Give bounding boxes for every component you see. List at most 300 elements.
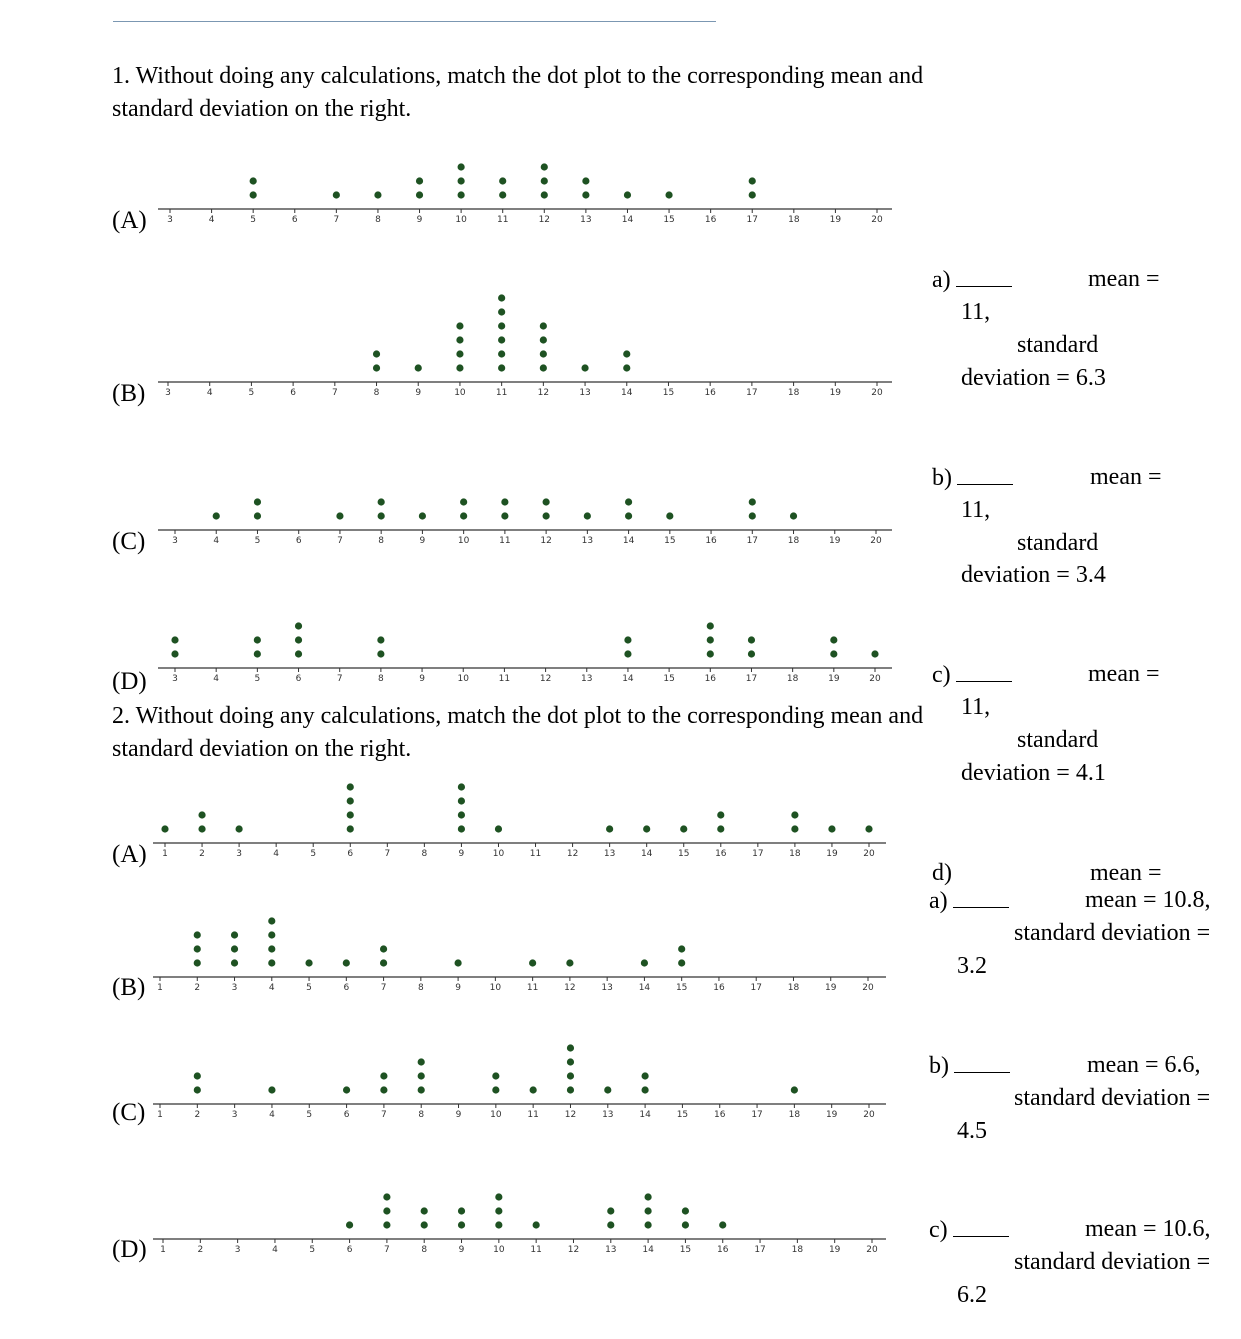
q1-plot-b-dot [498,364,505,371]
q2-plot-b-tick-label: 1 [157,983,163,993]
q2-plot-b-tick-label: 5 [306,983,312,993]
q1-plot-c-tick-label: 9 [419,536,426,546]
q2-plot-b-tick-label: 3 [231,983,238,993]
q2-plot-c-dot [194,1086,201,1093]
q2-plot-b-dot [194,931,201,938]
q2-plot-c-dot [604,1086,611,1093]
q2-plot-d-dot [383,1221,390,1228]
q2-plot-d-tick-label: 9 [458,1245,465,1255]
q2-plot-a-tick-label: 14 [640,849,653,859]
q2-plot-d-tick-label: 13 [605,1245,617,1255]
q2-plot-d-dot [458,1221,465,1228]
q2-plot-b-tick-label: 18 [787,983,800,993]
q1-plot-c-tick-label: 11 [499,536,511,546]
q2-plot-a-dot [717,811,724,818]
q1-plot-d-tick-label: 13 [581,674,593,684]
q2-plot-c-tick-label: 18 [788,1110,801,1120]
q2-plot-b-dot [678,959,685,966]
q1-plot-d-dot [707,622,714,629]
q2-answer-a-sd-value: 3.2 [957,953,987,979]
q2-plot-a-dot [458,811,465,818]
q2-plot-b-dot [268,959,275,966]
q2-plot-b-tick-label: 19 [825,983,837,993]
q2-plot-b-dot [641,959,648,966]
q2-plot-c-dot [642,1086,649,1093]
q1-answer-b-mean: mean = [1090,464,1162,490]
q2-plot-b-dot [194,945,201,952]
q2-answer-c-letter: c) [929,1217,948,1243]
q2-plot-c-dot [530,1086,537,1093]
q2-plot-d-tick-label: 15 [679,1245,692,1255]
q1-answer-c-blank[interactable] [956,661,1012,682]
q2-plot-b-dot [455,959,462,966]
q1-plot-c-tick-label: 4 [213,536,220,546]
q1-answer-b-sd-word: standard [1017,530,1099,556]
q1-answer-c-sd-word: standard [1017,727,1099,753]
q1-plot-a-tick-label: 14 [621,215,634,225]
q2-plot-c-dot [418,1058,425,1065]
q1-plot-c-dot [419,512,426,519]
q2-plot-a-tick-label: 17 [752,849,764,859]
q1-plot-b-tick-label: 7 [331,388,338,398]
q1-line1: 1. Without doing any calculations, match the dot plot to the corresponding mean and [112,63,924,89]
q1-plot-c-dot [254,512,261,519]
q2-plot-d-dot [458,1207,465,1214]
q1-plot-b-tick-label: 9 [415,388,422,398]
q1-plot-c-dot [378,498,385,505]
q1-plot-b-tick-label: 6 [290,388,296,398]
q1-plot-d-dot [624,636,631,643]
q2-plot-a-dot [828,825,835,832]
q1-plot-a-dot [541,177,548,184]
q1-plot-d-tick-label: 14 [622,674,634,684]
q2-plot-c-tick-label: 16 [714,1110,726,1120]
q1-plot-b-dot [498,336,505,343]
q2-plot-d-dot [346,1221,353,1228]
q2-plot-b-dot [380,959,387,966]
q2-plot-a-dot [198,811,205,818]
q2-plot-c-dot [194,1072,201,1079]
q2-plot-b-dot [678,945,685,952]
q2-plot-b-tick-label: 7 [380,983,387,993]
q2-plot-c-tick-label: 14 [639,1110,651,1120]
q2-plot-a-tick-label: 5 [310,849,317,859]
q2-plot-d-dot [645,1221,652,1228]
q2-plot-a-dot [606,825,613,832]
q1-plot-b-tick-label: 3 [165,388,171,398]
q2-plot-a-dot [680,825,687,832]
q2-plot-b-dot [194,959,201,966]
q1-plot-a-tick-label: 13 [580,215,592,225]
q1-plot-c-dot [501,498,508,505]
q2-answer-b-sd-value: 4.5 [957,1118,987,1144]
q2-plot-c-dot [492,1086,499,1093]
q2-plot-c-dot [418,1072,425,1079]
q1-plot-a-tick-label: 12 [538,215,551,225]
q2-plot-a-dot [347,825,354,832]
q1-plot-c-dot [625,512,632,519]
q1-plot-d-dot [254,650,261,657]
q1-plot-a-dot [749,191,756,198]
q1-answer-d-letter: d) [932,860,952,886]
q1-plot-a-dot [499,177,506,184]
q1-plot-b-dot [498,294,505,301]
q1-plot-c-tick-label: 8 [378,536,385,546]
q2-plot-d-tick-label: 19 [828,1245,841,1255]
q2-plot-a-tick-label: 4 [273,849,280,859]
q1-plot-b-dot [498,308,505,315]
q1-plot-c-tick-label: 10 [457,536,470,546]
q2-plot-a-tick-label: 15 [678,849,690,859]
q2-plot-a-tick-label: 20 [863,849,875,859]
q1-plot-b-tick-label: 19 [829,388,842,398]
q1-plot-d-tick-label: 20 [869,674,881,684]
q1-plot-b-dot [373,364,380,371]
q1-answer-b-mean-value: 11, [961,497,991,523]
q2-answer-a-letter: a) [929,888,948,914]
q2-plot-a-dot [458,797,465,804]
q2-plot-a-dot [865,825,872,832]
q1-plot-d-tick-label: 4 [213,674,220,684]
q1-plot-b-tick-label: 17 [746,388,758,398]
q2-plot-a-tick-label: 9 [458,849,465,859]
q1-plot-d-dot [295,622,302,629]
q2-plot-a-dot [643,825,650,832]
q2-line1: 2. Without doing any calculations, match the dot plot to the corresponding mean and [112,703,924,729]
q2-plot-d-tick-label: 5 [309,1245,316,1255]
q2-plot-d-dot [533,1221,540,1228]
q1-plot-d-label: (D) [112,668,147,695]
q2-plot-d-tick-label: 14 [642,1245,654,1255]
q1-plot-d-dot [171,636,178,643]
q2-plot-d-tick-label: 10 [493,1245,505,1255]
q1-line2: standard deviation on the right. [112,96,412,122]
q2-plot-a-tick-label: 8 [421,849,428,859]
q2-plot-d-tick-label: 4 [272,1245,278,1255]
q1-plot-c-tick-label: 13 [581,536,594,546]
q1-plot-a-dot [749,177,756,184]
q1-plot-a-dot [458,191,465,198]
q2-plot-d-tick-label: 20 [866,1245,878,1255]
q2-plot-a-tick-label: 3 [236,849,242,859]
q1-plot-c-dot [666,512,673,519]
q1-plot-c-dot [749,498,756,505]
q2-plot-c-tick-label: 4 [269,1110,275,1120]
q1-answer-b [932,464,1013,492]
q1-plot-a-tick-label: 17 [746,215,758,225]
q1-plot-a-tick-label: 5 [250,215,257,225]
q2-plot-a-tick-label: 1 [162,849,168,859]
q1-plot-b-tick-label: 16 [704,388,716,398]
q1-plot-b-dot [540,364,547,371]
q1-plot-d-dot [748,636,755,643]
q2-answer-a-sd: standard deviation = [1014,920,1211,946]
q1-plot-a-tick-label: 7 [333,215,340,225]
q1-plot-b-label: (B) [112,380,146,407]
q1-plot-b-tick-label: 4 [206,388,213,398]
q1-plot-d-tick-label: 6 [295,674,302,684]
q2-plot-d-dot [682,1221,689,1228]
q1-plot-c-dot [790,512,797,519]
q1-plot-b-tick-label: 8 [373,388,380,398]
q1-plot-c-tick-label: 19 [829,536,841,546]
q2-plot-a-tick-label: 2 [199,849,205,859]
q1-plot-a-dot [250,191,257,198]
q2-plot-d-tick-label: 16 [717,1245,729,1255]
q2-plot-d-dot [383,1193,390,1200]
q1-plot-d-dot [377,650,384,657]
q1-plot-b-dot [581,364,588,371]
q1-plot-b-tick-label: 18 [787,388,800,398]
q2-plot-c-dot [567,1058,574,1065]
q2-plot-d-dot [421,1221,428,1228]
q2-plot-a-dot [717,825,724,832]
q1-plot-d-dot [830,636,837,643]
q1-plot-c-tick-label: 12 [540,536,552,546]
q1-plot-a-dot [665,191,672,198]
q1-plot-a-dot [499,191,506,198]
q1-answer-b-blank[interactable] [957,464,1013,485]
q2-plot-a-dot [791,811,798,818]
q1-answer-d-mean: mean = [1090,860,1162,886]
q1-plot-b-dot [415,364,422,371]
q1-plot-a-tick-label: 19 [829,215,842,225]
q1-answer-c-mean: mean = [1088,661,1160,687]
q2-plot-d-tick-label: 3 [234,1245,241,1255]
q2-plot-a-tick-label: 19 [826,849,838,859]
q2-plot-a-tick-label: 7 [384,849,391,859]
q1-plot-b-tick-label: 13 [579,388,591,398]
q1-plot-b-tick-label: 15 [662,388,675,398]
q1-plot-c-tick-label: 3 [172,536,178,546]
q2-line2: standard deviation on the right. [112,736,412,762]
q1-plot-a-tick-label: 4 [208,215,215,225]
q2-plot-c-dot [642,1072,649,1079]
q2-plot-a-tick-label: 6 [347,849,354,859]
q2-plot-b-dot [268,917,275,924]
q1-plot-d-tick-label: 8 [378,674,384,684]
q2-plot-a-tick-label: 10 [492,849,505,859]
q1-answer-c [932,661,1012,689]
q1-plot-d-dot [377,636,384,643]
q1-plot-d-dot [707,650,714,657]
q1-plot-d-dot [295,636,302,643]
q2-plot-a-dot [236,825,243,832]
q2-plot-d-tick-label: 17 [754,1245,766,1255]
q1-plot-a-dot [541,163,548,170]
q1-plot-b-tick-label: 12 [537,388,550,398]
q1-plot-d-tick-label: 15 [663,674,675,684]
q2-answer-b-mean: mean = 6.6, [1087,1052,1201,1078]
q1-plot-a-dot [416,191,423,198]
q1-plot-c-dot [584,512,591,519]
q2-plot-b-dot [529,959,536,966]
q1-answer-a-letter: a) [932,267,951,293]
q1-plot-c-tick-label: 17 [746,536,759,546]
q2-plot-c-tick-label: 20 [863,1110,875,1120]
q2-plot-c-tick-label: 8 [418,1110,425,1120]
q1-plot-b-dot [623,350,630,357]
q1-plot-a-tick-label: 6 [291,215,298,225]
q1-plot-b-dot [498,350,505,357]
q1-answer-a-sd: deviation = 6.3 [961,365,1106,391]
q2-plot-b-dot [231,931,238,938]
q1-plot-a-dot [374,191,381,198]
q2-plot-d-tick-label: 18 [791,1245,804,1255]
q1-plot-a-tick-label: 18 [788,215,800,225]
q2-plot-d-dot [383,1207,390,1214]
q2-plot-b-dot [566,959,573,966]
q1-answer-c-mean-value: 11, [961,694,991,720]
q2-plot-b-tick-label: 20 [862,983,874,993]
q1-plot-a-tick-label: 9 [416,215,423,225]
q2-plot-b-tick-label: 9 [455,983,461,993]
q2-plot-c-dot [567,1072,574,1079]
q2-plot-a-dot [458,825,465,832]
q2-plot-b-tick-label: 12 [564,983,576,993]
q1-plot-d-tick-label: 10 [457,674,469,684]
q2-plot-c-tick-label: 5 [306,1110,313,1120]
q1-plot-c-tick-label: 5 [254,536,261,546]
q1-plot-c-dot [543,512,550,519]
q2-plot-c-dot [567,1044,574,1051]
q1-answer-a-blank[interactable] [956,266,1012,287]
q1-plot-c-dot [254,498,261,505]
q1-plot-b-tick-label: 5 [248,388,255,398]
q2-plot-d-dot [607,1207,614,1214]
q1-plot-a-dot [416,177,423,184]
q1-plot-b-dot [540,350,547,357]
q1-plot-d-dot [171,650,178,657]
q1-plot-a-tick-label: 8 [375,215,381,225]
q2-plot-a-dot [495,825,502,832]
q1-answer-c-letter: c) [932,662,951,688]
q1-plot-b-tick-label: 10 [454,388,466,398]
q2-plot-d-tick-label: 12 [567,1245,580,1255]
q2-plot-d-dot [495,1207,502,1214]
q1-plot-a-dot [250,177,257,184]
q2-answer-b-blank[interactable] [954,1052,1010,1073]
q2-plot-b-tick-label: 6 [343,983,350,993]
q2-plot-c-tick-label: 11 [527,1110,539,1120]
q2-plot-c-label: (C) [112,1099,146,1126]
q1-plot-c-tick-label: 15 [664,536,676,546]
q2-plot-c-dot [268,1086,275,1093]
q1-plot-b-tick-label: 20 [871,388,883,398]
q1-plot-b-dot [456,350,463,357]
q1-plot-c-tick-label: 18 [787,536,800,546]
q2-plot-c-tick-label: 9 [455,1110,462,1120]
q2-plot-c-tick-label: 1 [157,1110,163,1120]
q2-answer-b [929,1052,1010,1080]
q2-plot-c-tick-label: 13 [602,1110,614,1120]
q2-plot-d-dot [607,1221,614,1228]
q2-answer-c-mean: mean = 10.6, [1085,1216,1211,1242]
q2-answer-a-blank[interactable] [953,887,1009,908]
q1-plot-b-dot [623,364,630,371]
q1-answer-a-mean-value: 11, [961,299,991,325]
q1-answer-a-mean: mean = [1088,266,1160,292]
q2-plot-a-dot [791,825,798,832]
q2-plot-a-tick-label: 11 [529,849,542,859]
q2-plot-b-dot [231,945,238,952]
q1-plot-d-tick-label: 12 [539,674,552,684]
q2-plot-d-tick-label: 8 [421,1245,428,1255]
q1-plot-d-dot [748,650,755,657]
q1-plot-a-dot [624,191,631,198]
q2-plot-b-dot [268,945,275,952]
q2-plot-d-tick-label: 2 [197,1245,204,1255]
q2-plot-c-tick-label: 12 [564,1110,577,1120]
q2-plot-c-tick-label: 2 [194,1110,201,1120]
q2-plot-a-tick-label: 16 [715,849,727,859]
q2-plot-d-tick-label: 11 [530,1245,542,1255]
q1-plot-a-label: (A) [112,207,147,234]
q2-plot-b-tick-label: 2 [194,983,201,993]
q1-plot-a-tick-label: 11 [496,215,509,225]
q1-plot-a-tick-label: 20 [871,215,883,225]
q2-plot-a-label: (A) [112,841,147,868]
q1-plot-a-tick-label: 16 [704,215,717,225]
q1-plot-a-tick-label: 15 [663,215,675,225]
q2-plot-c-tick-label: 15 [676,1110,689,1120]
q2-plot-c-dot [380,1086,387,1093]
q2-plot-d-dot [645,1193,652,1200]
q2-answer-b-sd: standard deviation = [1014,1085,1211,1111]
q1-plot-d-tick-label: 16 [704,674,717,684]
q1-plot-c-dot [749,512,756,519]
q1-plot-a-dot [333,191,340,198]
q2-plot-b-dot [305,959,312,966]
q2-plot-a-dot [347,797,354,804]
q1-plot-c-tick-label: 7 [337,536,343,546]
q2-answer-b-letter: b) [929,1053,949,1079]
q1-plot-b-dot [540,336,547,343]
q2-answer-a-mean: mean = 10.8, [1085,887,1211,913]
q2-plot-a-dot [198,825,205,832]
q2-plot-d-tick-label: 1 [160,1245,166,1255]
q1-answer-b-letter: b) [932,465,952,491]
q1-plot-d-tick-label: 9 [419,674,425,684]
q2-plot-c-tick-label: 3 [231,1110,238,1120]
q2-plot-b-dot [380,945,387,952]
q1-answer-a [932,266,1012,294]
q2-answer-c-sd: standard deviation = [1014,1249,1211,1275]
q2-plot-a-tick-label: 18 [789,849,801,859]
q1-plot-d-dot [624,650,631,657]
q1-plot-d-dot [871,650,878,657]
q1-plot-b-tick-label: 11 [495,388,508,398]
q2-plot-c-dot [567,1086,574,1093]
q1-plot-d-tick-label: 11 [498,674,511,684]
q2-plot-a-dot [347,783,354,790]
q1-plot-c-tick-label: 16 [705,536,717,546]
q2-plot-b-dot [268,931,275,938]
q2-plot-d-dot [495,1193,502,1200]
q2-plot-b-tick-label: 4 [268,983,275,993]
q1-plot-c-dot [543,498,550,505]
q2-plot-d-dot [682,1207,689,1214]
q2-plot-b-tick-label: 11 [526,983,539,993]
q2-plot-c-dot [492,1072,499,1079]
q1-plot-c-dot [336,512,343,519]
q1-plot-a-dot [458,163,465,170]
q1-plot-a-dot [582,191,589,198]
q1-plot-a-dot [582,177,589,184]
q2-answer-c-blank[interactable] [953,1216,1009,1237]
q2-plot-c-tick-label: 19 [825,1110,838,1120]
q1-plot-c-label: (C) [112,528,146,555]
